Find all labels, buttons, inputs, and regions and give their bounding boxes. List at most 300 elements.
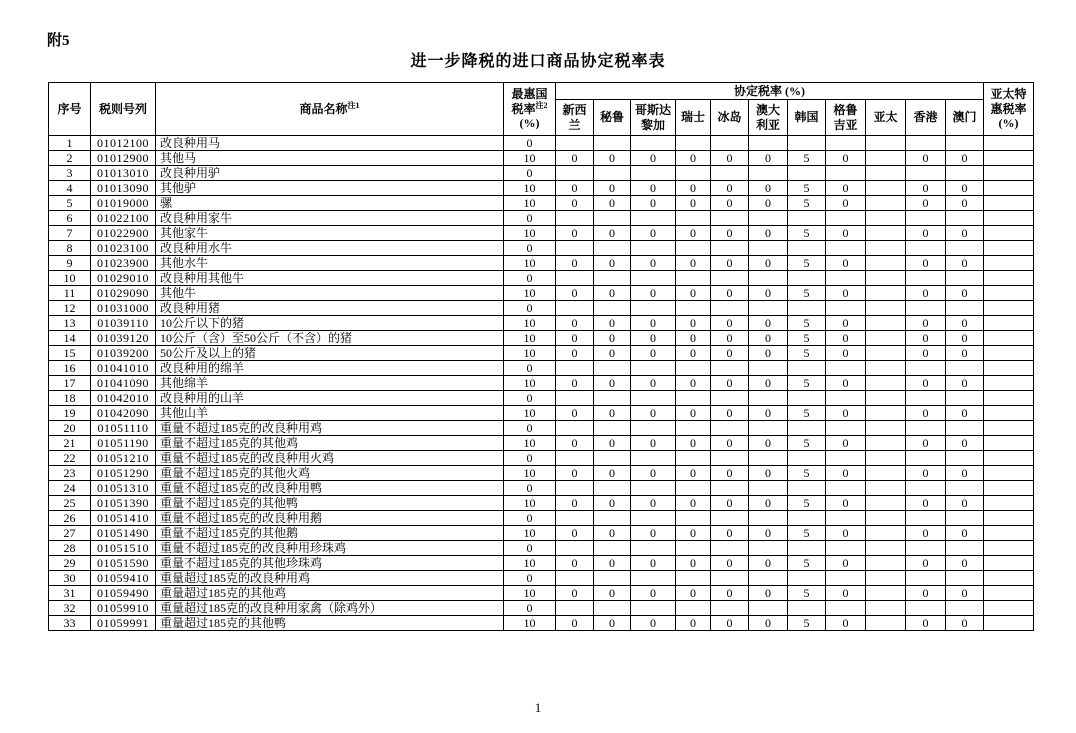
cell-rate (711, 166, 749, 181)
cell-apta (984, 541, 1034, 556)
cell-rate (556, 301, 594, 316)
cell-rate: 5 (788, 406, 826, 421)
cell-rate: 0 (711, 181, 749, 196)
cell-rate: 0 (826, 346, 866, 361)
cell-rate (594, 511, 631, 526)
cell-rate: 0 (749, 346, 788, 361)
cell-rate: 0 (594, 556, 631, 571)
cell-mfn: 0 (504, 571, 556, 586)
cell-rate: 0 (556, 196, 594, 211)
cell-mfn: 10 (504, 466, 556, 481)
cell-rate: 0 (946, 376, 984, 391)
cell-rate (788, 511, 826, 526)
cell-rate: 0 (594, 331, 631, 346)
cell-rate: 0 (946, 616, 984, 631)
cell-rate (594, 211, 631, 226)
cell-rate (631, 271, 676, 286)
table-row (49, 136, 1034, 151)
cell-rate (556, 166, 594, 181)
cell-rate (556, 601, 594, 616)
cell-rate: 0 (594, 526, 631, 541)
cell-apta (984, 346, 1034, 361)
cell-seq: 6 (49, 211, 91, 226)
cell-rate (749, 301, 788, 316)
cell-code: 01039110 (91, 316, 156, 331)
cell-rate (711, 211, 749, 226)
cell-rate: 0 (946, 151, 984, 166)
cell-rate (631, 481, 676, 496)
cell-rate: 0 (594, 196, 631, 211)
cell-name: 其他牛 (156, 286, 504, 301)
cell-rate (594, 166, 631, 181)
cell-rate: 0 (906, 586, 946, 601)
cell-rate (946, 601, 984, 616)
cell-mfn: 10 (504, 346, 556, 361)
cell-name: 重量超过185克的其他鸡 (156, 586, 504, 601)
cell-rate (556, 571, 594, 586)
cell-apta (984, 166, 1034, 181)
cell-rate: 0 (749, 556, 788, 571)
table-row (49, 241, 1034, 256)
cell-rate (866, 526, 906, 541)
cell-rate (711, 541, 749, 556)
cell-rate: 0 (556, 256, 594, 271)
cell-rate (631, 571, 676, 586)
cell-seq: 11 (49, 286, 91, 301)
cell-rate: 0 (826, 256, 866, 271)
header-country: 澳大利亚 (749, 100, 788, 136)
cell-rate (711, 271, 749, 286)
cell-name: 重量超过185克的改良种用家禽（除鸡外） (156, 601, 504, 616)
cell-rate (788, 541, 826, 556)
cell-apta (984, 511, 1034, 526)
cell-apta (984, 586, 1034, 601)
cell-code: 01041090 (91, 376, 156, 391)
cell-rate: 0 (631, 196, 676, 211)
cell-rate (749, 451, 788, 466)
cell-rate: 0 (826, 316, 866, 331)
header-country: 哥斯达黎加 (631, 100, 676, 136)
cell-seq: 16 (49, 361, 91, 376)
header-country: 香港 (906, 100, 946, 136)
cell-seq: 31 (49, 586, 91, 601)
cell-rate (631, 391, 676, 406)
cell-seq: 1 (49, 136, 91, 151)
cell-code: 01039120 (91, 331, 156, 346)
cell-rate: 0 (826, 151, 866, 166)
header-commodity-name-note: 注1 (347, 100, 360, 110)
cell-rate (946, 541, 984, 556)
cell-rate (788, 481, 826, 496)
cell-name: 其他水牛 (156, 256, 504, 271)
cell-mfn: 10 (504, 316, 556, 331)
cell-rate (631, 301, 676, 316)
cell-rate: 0 (711, 466, 749, 481)
cell-seq: 7 (49, 226, 91, 241)
cell-rate (594, 481, 631, 496)
cell-rate: 0 (631, 436, 676, 451)
cell-rate (749, 511, 788, 526)
cell-name: 其他马 (156, 151, 504, 166)
tariff-table (48, 82, 1034, 631)
cell-rate (749, 361, 788, 376)
cell-rate (866, 571, 906, 586)
cell-rate: 0 (594, 151, 631, 166)
cell-apta (984, 496, 1034, 511)
cell-mfn: 0 (504, 136, 556, 151)
cell-name: 重量超过185克的改良种用鸡 (156, 571, 504, 586)
header-country: 秘鲁 (594, 100, 631, 136)
cell-rate: 5 (788, 256, 826, 271)
cell-rate: 0 (946, 196, 984, 211)
header-row-top (49, 83, 1034, 100)
cell-rate (788, 271, 826, 286)
cell-rate: 0 (711, 256, 749, 271)
cell-rate (946, 136, 984, 151)
cell-rate (826, 451, 866, 466)
cell-rate: 0 (631, 346, 676, 361)
cell-mfn: 10 (504, 556, 556, 571)
cell-rate (946, 451, 984, 466)
table-row (49, 256, 1034, 271)
cell-rate: 0 (631, 286, 676, 301)
header-country: 新西兰 (556, 100, 594, 136)
cell-rate: 0 (906, 181, 946, 196)
cell-name: 改良种用家牛 (156, 211, 504, 226)
cell-rate (946, 361, 984, 376)
cell-rate (788, 361, 826, 376)
cell-seq: 14 (49, 331, 91, 346)
cell-rate: 0 (906, 286, 946, 301)
header-mfn-line1: 最惠国 (511, 87, 548, 102)
cell-rate: 0 (711, 376, 749, 391)
cell-seq: 20 (49, 421, 91, 436)
cell-code: 01059991 (91, 616, 156, 631)
cell-rate (866, 136, 906, 151)
cell-rate (826, 541, 866, 556)
cell-rate (676, 541, 711, 556)
cell-rate: 0 (594, 286, 631, 301)
cell-rate (749, 241, 788, 256)
cell-rate (826, 166, 866, 181)
cell-rate (711, 421, 749, 436)
cell-rate: 0 (556, 376, 594, 391)
cell-rate: 0 (711, 316, 749, 331)
cell-apta (984, 331, 1034, 346)
cell-rate (788, 211, 826, 226)
cell-code: 01042090 (91, 406, 156, 421)
cell-rate: 0 (631, 151, 676, 166)
table-row (49, 271, 1034, 286)
cell-code: 01022900 (91, 226, 156, 241)
cell-apta (984, 421, 1034, 436)
cell-apta (984, 136, 1034, 151)
cell-rate: 0 (946, 316, 984, 331)
cell-code: 01051190 (91, 436, 156, 451)
cell-rate (711, 136, 749, 151)
cell-code: 01042010 (91, 391, 156, 406)
cell-seq: 9 (49, 256, 91, 271)
cell-rate: 0 (676, 316, 711, 331)
cell-rate: 0 (826, 331, 866, 346)
cell-rate (866, 301, 906, 316)
cell-rate: 5 (788, 226, 826, 241)
cell-rate (676, 301, 711, 316)
cell-seq: 17 (49, 376, 91, 391)
cell-name: 改良种用的山羊 (156, 391, 504, 406)
cell-rate: 0 (556, 286, 594, 301)
cell-name: 改良种用猪 (156, 301, 504, 316)
cell-rate (556, 241, 594, 256)
cell-rate: 0 (749, 496, 788, 511)
cell-rate (788, 451, 826, 466)
cell-rate (556, 391, 594, 406)
cell-rate: 0 (556, 496, 594, 511)
cell-rate: 0 (676, 286, 711, 301)
cell-code: 01023900 (91, 256, 156, 271)
cell-rate (749, 391, 788, 406)
cell-rate: 0 (906, 331, 946, 346)
cell-apta (984, 406, 1034, 421)
header-agreement-rate-span: 协定税率 (%) (556, 83, 984, 100)
cell-rate: 0 (826, 196, 866, 211)
cell-rate (866, 211, 906, 226)
cell-mfn: 10 (504, 286, 556, 301)
table-row (49, 481, 1034, 496)
cell-rate: 5 (788, 496, 826, 511)
cell-name: 其他山羊 (156, 406, 504, 421)
cell-rate: 0 (946, 226, 984, 241)
cell-mfn: 0 (504, 421, 556, 436)
cell-rate: 0 (826, 406, 866, 421)
table-row (49, 496, 1034, 511)
table-row (49, 421, 1034, 436)
cell-rate (594, 571, 631, 586)
cell-rate (594, 301, 631, 316)
cell-rate (749, 271, 788, 286)
cell-rate: 0 (676, 466, 711, 481)
table-row (49, 616, 1034, 631)
cell-rate (631, 136, 676, 151)
cell-mfn: 0 (504, 166, 556, 181)
cell-rate: 0 (826, 286, 866, 301)
cell-mfn: 0 (504, 541, 556, 556)
cell-apta (984, 526, 1034, 541)
cell-rate (631, 601, 676, 616)
cell-rate: 0 (676, 616, 711, 631)
cell-code: 01031000 (91, 301, 156, 316)
cell-rate: 0 (906, 256, 946, 271)
cell-code: 01041010 (91, 361, 156, 376)
table-row (49, 571, 1034, 586)
cell-rate (631, 361, 676, 376)
cell-rate (556, 481, 594, 496)
header-apta-label: 亚太特惠税率 (990, 87, 1027, 116)
cell-rate: 0 (556, 466, 594, 481)
cell-apta (984, 391, 1034, 406)
cell-rate: 0 (906, 316, 946, 331)
cell-rate: 0 (676, 226, 711, 241)
cell-seq: 10 (49, 271, 91, 286)
cell-mfn: 10 (504, 526, 556, 541)
table-row (49, 526, 1034, 541)
cell-rate (749, 601, 788, 616)
cell-code: 01013090 (91, 181, 156, 196)
table-row (49, 451, 1034, 466)
cell-rate (676, 451, 711, 466)
cell-mfn: 10 (504, 436, 556, 451)
cell-rate (631, 211, 676, 226)
cell-rate: 0 (594, 376, 631, 391)
table-row (49, 361, 1034, 376)
table-row (49, 166, 1034, 181)
cell-code: 01051310 (91, 481, 156, 496)
table-row (49, 436, 1034, 451)
cell-rate: 0 (594, 226, 631, 241)
cell-rate (826, 211, 866, 226)
cell-apta (984, 211, 1034, 226)
cell-rate (946, 571, 984, 586)
table-row (49, 511, 1034, 526)
cell-rate: 0 (631, 181, 676, 196)
cell-name: 50公斤及以上的猪 (156, 346, 504, 361)
cell-rate: 0 (906, 196, 946, 211)
cell-rate (866, 556, 906, 571)
cell-apta (984, 601, 1034, 616)
cell-rate: 0 (749, 616, 788, 631)
cell-rate: 0 (631, 316, 676, 331)
cell-name: 改良种用的绵羊 (156, 361, 504, 376)
cell-rate: 0 (826, 616, 866, 631)
cell-rate (556, 451, 594, 466)
cell-name: 重量不超过185克的其他火鸡 (156, 466, 504, 481)
cell-rate: 5 (788, 556, 826, 571)
cell-name: 改良种用驴 (156, 166, 504, 181)
cell-name: 重量不超过185克的改良种用鸭 (156, 481, 504, 496)
cell-rate: 0 (946, 181, 984, 196)
cell-rate: 0 (946, 556, 984, 571)
header-country: 冰岛 (711, 100, 749, 136)
cell-seq: 26 (49, 511, 91, 526)
cell-rate (866, 391, 906, 406)
cell-rate (866, 376, 906, 391)
cell-apta (984, 376, 1034, 391)
cell-rate (594, 241, 631, 256)
cell-seq: 19 (49, 406, 91, 421)
cell-mfn: 10 (504, 376, 556, 391)
cell-rate: 0 (556, 436, 594, 451)
cell-rate (946, 481, 984, 496)
cell-name: 重量不超过185克的改良种用火鸡 (156, 451, 504, 466)
cell-rate: 0 (631, 616, 676, 631)
cell-rate (866, 481, 906, 496)
cell-code: 01051590 (91, 556, 156, 571)
cell-rate (788, 601, 826, 616)
cell-rate: 0 (676, 376, 711, 391)
cell-rate: 0 (711, 436, 749, 451)
cell-rate: 0 (711, 586, 749, 601)
cell-mfn: 10 (504, 586, 556, 601)
header-code: 税则号列 (91, 83, 156, 136)
cell-rate: 5 (788, 346, 826, 361)
cell-apta (984, 316, 1034, 331)
cell-rate: 0 (749, 466, 788, 481)
cell-rate: 5 (788, 151, 826, 166)
cell-rate: 0 (594, 586, 631, 601)
cell-seq: 28 (49, 541, 91, 556)
cell-code: 01051290 (91, 466, 156, 481)
cell-rate (749, 541, 788, 556)
cell-rate: 0 (711, 406, 749, 421)
cell-rate: 0 (749, 586, 788, 601)
cell-mfn: 10 (504, 406, 556, 421)
cell-rate: 0 (711, 526, 749, 541)
cell-seq: 23 (49, 466, 91, 481)
cell-mfn: 0 (504, 361, 556, 376)
cell-apta (984, 256, 1034, 271)
cell-seq: 33 (49, 616, 91, 631)
cell-rate: 0 (826, 181, 866, 196)
cell-rate: 0 (676, 181, 711, 196)
cell-rate: 0 (906, 436, 946, 451)
cell-rate (556, 211, 594, 226)
cell-rate (906, 211, 946, 226)
cell-rate: 0 (749, 151, 788, 166)
cell-rate: 0 (631, 331, 676, 346)
cell-name: 重量不超过185克的其他鸭 (156, 496, 504, 511)
table-row (49, 226, 1034, 241)
cell-rate: 5 (788, 331, 826, 346)
cell-rate (906, 421, 946, 436)
cell-rate: 0 (946, 256, 984, 271)
cell-rate (946, 421, 984, 436)
cell-rate (788, 301, 826, 316)
table-row (49, 301, 1034, 316)
table-row (49, 556, 1034, 571)
cell-name: 骡 (156, 196, 504, 211)
cell-rate: 5 (788, 196, 826, 211)
cell-code: 01029090 (91, 286, 156, 301)
cell-rate: 0 (556, 346, 594, 361)
cell-code: 01029010 (91, 271, 156, 286)
page-title: 进一步降税的进口商品协定税率表 (410, 53, 666, 70)
cell-mfn: 0 (504, 391, 556, 406)
header-mfn-rate (504, 83, 556, 136)
cell-rate (556, 361, 594, 376)
cell-apta (984, 616, 1034, 631)
cell-rate: 0 (826, 556, 866, 571)
cell-code: 01051510 (91, 541, 156, 556)
cell-seq: 24 (49, 481, 91, 496)
cell-rate (749, 571, 788, 586)
table-row (49, 391, 1034, 406)
cell-seq: 12 (49, 301, 91, 316)
cell-rate (826, 241, 866, 256)
cell-rate: 0 (676, 151, 711, 166)
cell-rate: 0 (594, 616, 631, 631)
cell-rate: 0 (826, 466, 866, 481)
cell-code: 01022100 (91, 211, 156, 226)
cell-rate (711, 481, 749, 496)
cell-name: 重量不超过185克的改良种用鹅 (156, 511, 504, 526)
cell-rate: 0 (556, 226, 594, 241)
cell-rate: 0 (556, 556, 594, 571)
cell-rate: 0 (946, 286, 984, 301)
cell-mfn: 0 (504, 601, 556, 616)
cell-rate (631, 241, 676, 256)
cell-rate: 0 (676, 406, 711, 421)
cell-rate: 0 (946, 406, 984, 421)
